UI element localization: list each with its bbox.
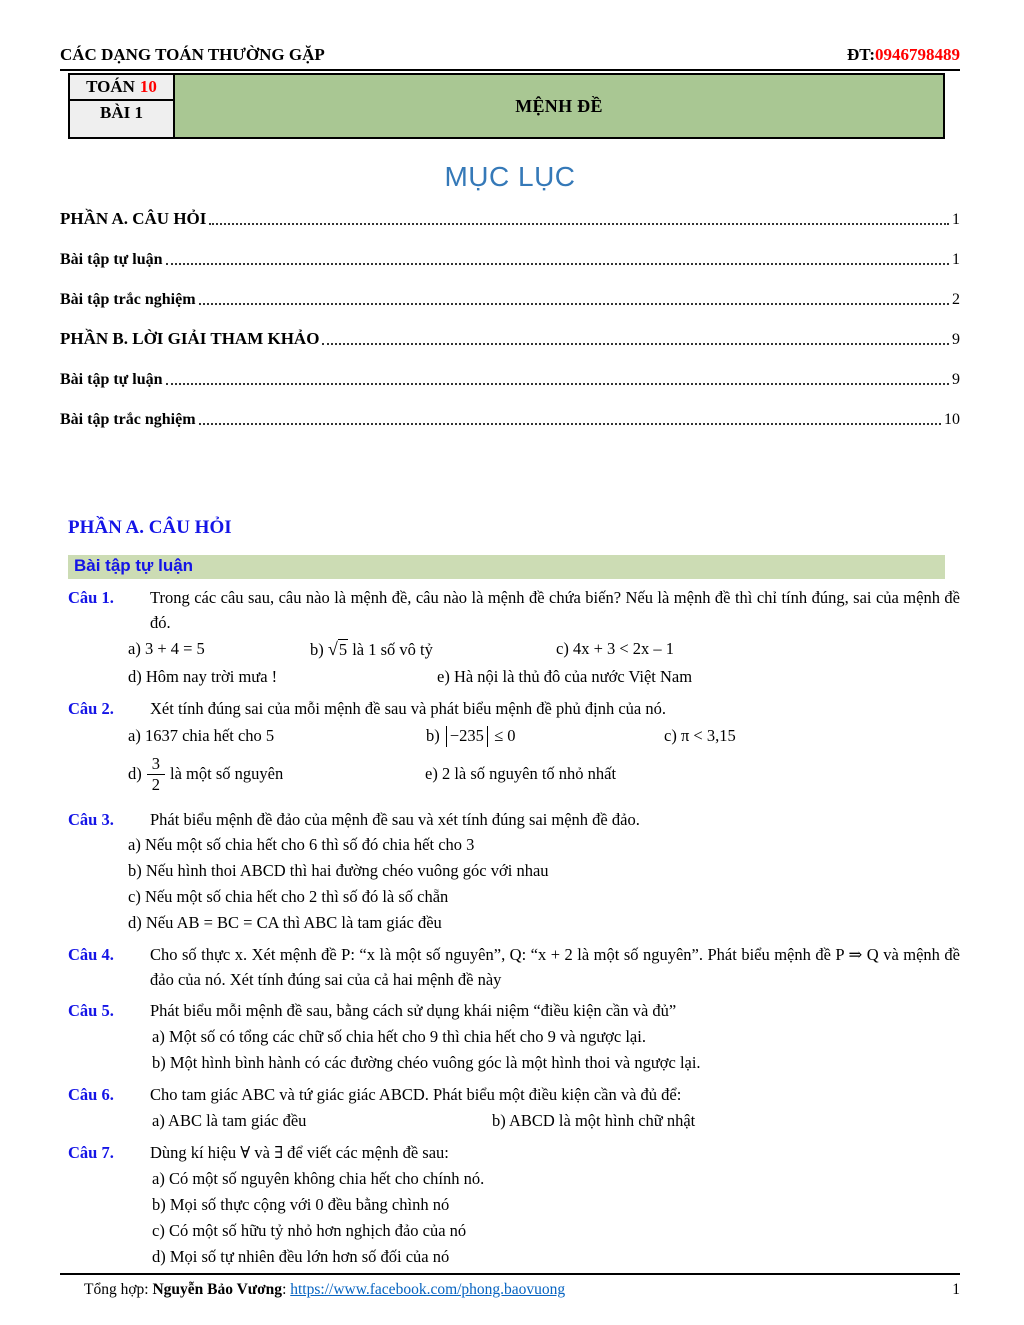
question-number: Câu 2. (68, 698, 114, 718)
toc-entry-page: 1 (952, 251, 960, 268)
list-item: b) Mọi số thực cộng với 0 đều bằng chình nó (152, 1194, 450, 1214)
phone-number: 0946798489 (875, 45, 960, 64)
option-row (128, 749, 960, 801)
list-item: a) Có một số nguyên không chia hết cho chính nó. (152, 1168, 485, 1188)
option-d (128, 755, 425, 794)
list-item: a) Một số có tổng các chữ số chia hết cho 9 thì chia hết cho 9 và ngược lại. (152, 1026, 646, 1046)
toc-entry-label: Bài tập trắc nghiệm (60, 291, 196, 308)
page-number: 1 (952, 1281, 960, 1298)
footer-author: Nguyễn Bảo Vương (152, 1281, 283, 1298)
toc-entry-page: 9 (952, 331, 960, 348)
question-1 (60, 586, 960, 690)
lesson-banner-table (68, 73, 945, 139)
fraction (147, 755, 165, 794)
toc-entry (60, 285, 960, 309)
toc-entry (60, 325, 960, 349)
question-4 (60, 943, 960, 992)
document-footer (60, 1273, 960, 1299)
option-b-suffix: là 1 số vô tỷ (348, 639, 433, 659)
toc-entry-page: 9 (952, 371, 960, 388)
list-item: b) Nếu hình thoi ABCD thì hai đường chéo vuông góc với nhau (128, 861, 549, 881)
question-7 (60, 1141, 960, 1270)
list-item: b) Một hình bình hành có các đường chéo vuông góc là một hình thoi và ngược lại. (152, 1052, 701, 1072)
fraction-numerator: 3 (147, 755, 165, 775)
question-text: Cho tam giác ABC và tứ giác giác ABCD. Phát biểu một điều kiện cần và đủ để: (150, 1084, 682, 1104)
toc-entry-label: Bài tập trắc nghiệm (60, 411, 196, 428)
list-item: d) Nếu AB = BC = CA thì ABC là tam giác đều (128, 913, 442, 933)
list-item: a) Nếu một số chia hết cho 6 thì số đó chia hết cho 3 (128, 835, 475, 855)
option-b-prefix: b) (310, 639, 328, 659)
option-a: a) ABC là tam giác đều (152, 1111, 307, 1131)
option-e: e) 2 là số nguyên tố nhỏ nhất (425, 764, 617, 784)
question-text: Dùng kí hiệu ∀ và ∃ để viết các mệnh đề sau: (150, 1143, 449, 1163)
section-a-title: PHẦN A. CÂU HỎI (68, 517, 232, 538)
fraction-denominator: 2 (151, 775, 160, 795)
question-list (60, 586, 960, 1270)
toc-entry-label: Bài tập tự luận (60, 251, 163, 268)
question-number: Câu 5. (68, 1001, 114, 1021)
grade-number: 10 (139, 77, 157, 96)
option-a: a) 1637 chia hết cho 5 (128, 725, 275, 745)
toc-entry-page: 2 (952, 291, 960, 308)
option-c: c) π < 3,15 (664, 725, 736, 745)
toc-entry-label: PHẦN B. LỜI GIẢI THAM KHẢO (60, 329, 320, 348)
option-d-suffix: là một số nguyên (170, 764, 284, 784)
option-row (152, 1107, 960, 1134)
footer-separator: : (282, 1281, 291, 1298)
toc-entry (60, 245, 960, 269)
question-text: Phát biểu mỗi mệnh đề sau, bằng cách sử dụng khái niệm “điều kiện cần và đủ” (150, 1001, 677, 1021)
option-e: e) Hà nội là thủ đô của nước Việt Nam (437, 666, 693, 686)
option-a: a) 3 + 4 = 5 (128, 639, 205, 659)
option-b-prefix: b) (426, 725, 444, 745)
option-b (426, 723, 664, 749)
toc-dot-leader (199, 423, 941, 425)
option-row (128, 635, 960, 663)
option-c: c) 4x + 3 < 2x – 1 (556, 639, 675, 659)
question-number: Câu 4. (68, 945, 114, 965)
list-item: d) Mọi số tự nhiên đều lớn hơn số đối của nó (152, 1246, 450, 1266)
list-item: c) Có một số hữu tỷ nhỏ hơn nghịch đảo của nó (152, 1220, 467, 1240)
question-text: Trong các câu sau, câu nào là mệnh đề, câu nào là mệnh đề chứa biến? Nếu là mệnh đề thì chỉ tính đúng, sai của mệnh đề đó. (150, 588, 960, 632)
question-number: Câu 6. (68, 1084, 114, 1104)
option-row (128, 663, 960, 690)
absolute-value: −235 (446, 726, 488, 747)
subsection-heading: Bài tập tự luận (68, 555, 945, 579)
facebook-link[interactable]: https://www.facebook.com/phong.baovuong (290, 1281, 566, 1298)
subject-cell (70, 75, 175, 101)
question-text: Xét tính đúng sai của mỗi mệnh đề sau và phát biểu mệnh đề phủ định của nó. (150, 698, 666, 718)
question-3 (60, 808, 960, 937)
option-d-prefix: d) (128, 764, 142, 784)
option-row (128, 721, 960, 748)
question-6 (60, 1083, 960, 1135)
toc-entry-label: Bài tập tự luận (60, 371, 163, 388)
toc-dot-leader (166, 263, 949, 265)
phone (847, 45, 960, 65)
list-item: c) Nếu một số chia hết cho 2 thì số đó là số chẵn (128, 887, 449, 907)
toc-entry-page: 10 (944, 411, 960, 428)
question-text: Cho số thực x. Xét mệnh đề P: “x là một số nguyên”, Q: “x + 2 là một số nguyên”. Phát biểu mệnh đề P ⇒ Q và mệnh đề đảo của nó. Xét tính đúng sai của cả hai mệnh đề này (150, 945, 960, 989)
doc-title: CÁC DẠNG TOÁN THƯỜNG GẶP (60, 45, 325, 64)
option-b (310, 636, 556, 663)
toc-title: MỤC LỤC (444, 161, 576, 192)
toc-entry-label: PHẦN A. CÂU HỎI (60, 209, 207, 228)
question-number: Câu 1. (68, 588, 114, 607)
question-number: Câu 3. (68, 809, 114, 829)
toc-dot-leader (209, 223, 949, 225)
subject-label: TOÁN (86, 77, 135, 96)
footer-prefix: Tổng hợp: (84, 1281, 153, 1298)
toc-dot-leader (199, 303, 949, 305)
question-text: Phát biểu mệnh đề đảo của mệnh đề sau và xét tính đúng sai mệnh đề đảo. (150, 809, 640, 829)
option-b-suffix: ≤ 0 (489, 725, 516, 745)
sqrt-radicand: 5 (338, 639, 348, 659)
question-2 (60, 697, 960, 801)
toc-entry (60, 365, 960, 389)
document-header (60, 45, 960, 71)
question-number: Câu 7. (68, 1143, 114, 1163)
toc-dot-leader (322, 343, 949, 345)
footer-credit (84, 1281, 565, 1299)
toc-entry-page: 1 (952, 211, 960, 228)
question-5 (60, 999, 960, 1076)
table-of-contents (60, 205, 960, 429)
toc-entry (60, 205, 960, 229)
phone-label: ĐT: (846, 45, 875, 64)
toc-dot-leader (166, 383, 949, 385)
option-b: b) ABCD là một hình chữ nhật (492, 1111, 696, 1131)
topic-cell: MỆNH ĐỀ (175, 75, 943, 137)
option-d: d) Hôm nay trời mưa ! (128, 666, 278, 686)
sqrt-sign: √ (327, 638, 338, 659)
toc-entry (60, 405, 960, 429)
lesson-cell: BÀI 1 (70, 101, 175, 137)
